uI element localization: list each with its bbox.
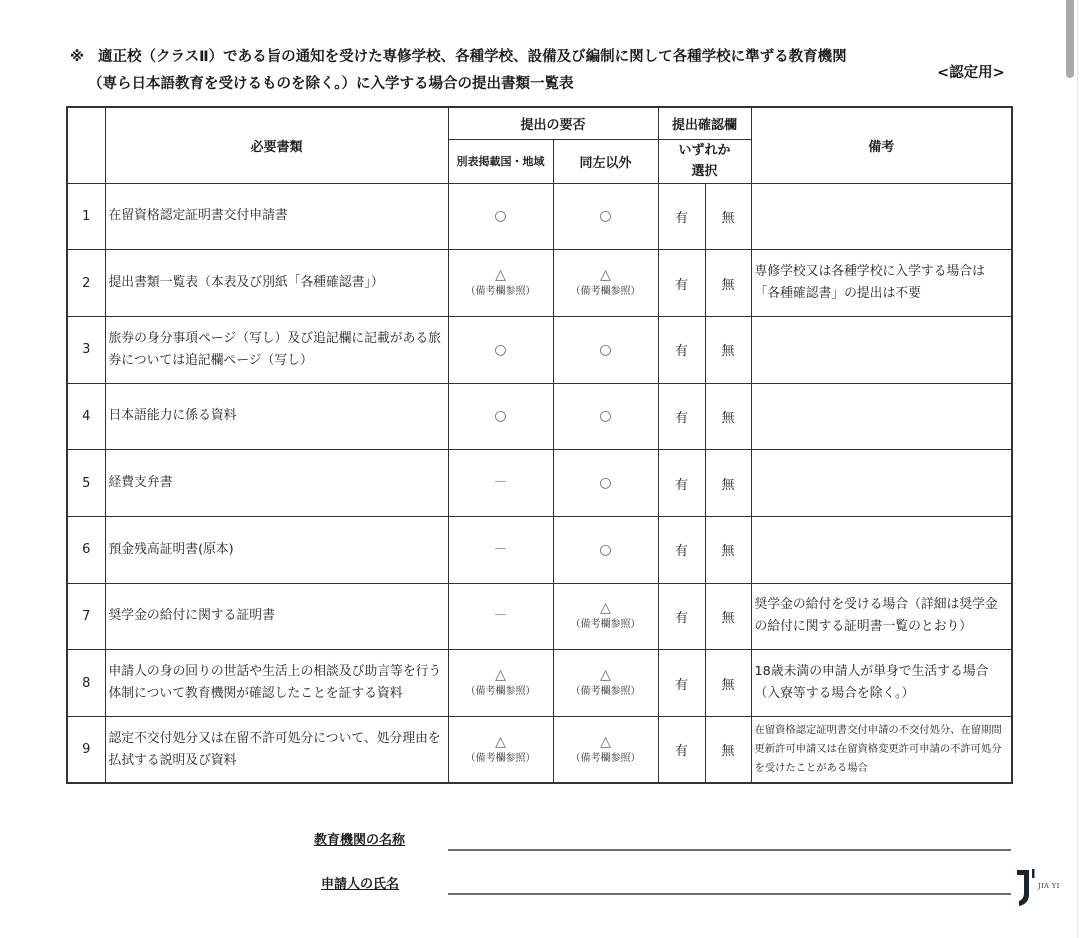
requirement-listed	[448, 316, 553, 383]
confirm-yes-option[interactable]: 有	[658, 183, 705, 250]
requirement-symbol: ○	[599, 475, 612, 492]
reference-mark: ※	[70, 49, 85, 65]
requirement-symbol: ○	[599, 408, 612, 425]
institution-name-label: 教育機関の名称	[314, 833, 406, 848]
remarks-cell: 専修学校又は各種学校に入学する場合は「各種確認書」の提出は不要	[751, 250, 1012, 317]
requirement-symbol: ○	[494, 408, 507, 425]
requirement-note: （備考欄参照）	[570, 286, 641, 298]
remarks-cell: 18歳未満の申請人が単身で生活する場合（入寮等する場合を除く。）	[751, 650, 1012, 717]
requirement-note: （備考欄参照）	[465, 686, 536, 698]
confirm-no-option[interactable]: 無	[705, 316, 751, 383]
confirm-no-option[interactable]: 無	[705, 250, 751, 317]
requirement-symbol: △	[495, 267, 506, 284]
confirm-yes-option[interactable]: 有	[658, 250, 705, 317]
header-number	[67, 107, 105, 183]
confirm-yes-option[interactable]: 有	[658, 383, 705, 450]
requirement-listed	[448, 250, 553, 317]
confirm-no-option[interactable]: 無	[705, 450, 751, 517]
table-body	[67, 183, 1012, 783]
requirement-listed	[448, 450, 553, 517]
document-name: 在留資格認定証明書交付申請書	[105, 183, 448, 250]
remarks-cell	[751, 516, 1012, 583]
confirm-no-option[interactable]: 無	[705, 516, 751, 583]
row-number: 4	[67, 383, 105, 450]
requirement-note: （備考欄参照）	[465, 752, 536, 764]
requirement-symbol: △	[600, 733, 611, 750]
confirm-sub-line1: いずれか	[678, 143, 731, 158]
table-row	[67, 450, 1012, 517]
row-number: 3	[67, 316, 105, 383]
institution-name-field[interactable]	[448, 849, 1011, 851]
requirement-symbol: ○	[494, 341, 507, 358]
confirm-yes-option[interactable]: 有	[658, 717, 705, 784]
row-number: 7	[67, 583, 105, 650]
requirement-other	[553, 583, 658, 650]
document-name: 提出書類一覧表（本表及び別紙「各種確認書」）	[105, 250, 448, 317]
header-confirm-sub	[658, 139, 751, 183]
confirm-yes-option[interactable]: 有	[658, 516, 705, 583]
confirm-no-option[interactable]: 無	[705, 383, 751, 450]
requirement-other	[553, 450, 658, 517]
requirement-symbol: ○	[599, 541, 612, 558]
requirement-note: （備考欄参照）	[570, 619, 641, 631]
confirm-sub-line2: 選択	[691, 164, 718, 179]
requirement-other	[553, 516, 658, 583]
requirement-note: （備考欄参照）	[465, 286, 536, 298]
document-name: 旅券の身分事項ページ（写し）及び追記欄に記載がある旅券については追記欄ページ（写し）	[105, 316, 448, 383]
title-text-1: 適正校（クラスⅡ）である旨の通知を受けた専修学校、各種学校、設備及び編制に関して各種学校に準ずる教育機関	[98, 49, 847, 65]
requirement-listed	[448, 383, 553, 450]
page-title-line2: （専ら日本語教育を受けるものを除く。）に入学する場合の提出書類一覧表	[88, 76, 574, 92]
header-requirement: 提出の要否	[448, 107, 658, 139]
table-row	[67, 516, 1012, 583]
header-remarks: 備考	[751, 107, 1012, 183]
requirement-symbol: －	[493, 475, 508, 492]
document-name: 申請人の身の回りの世話や生活上の相談及び助言等を行う体制について教育機関が確認したことを証する資料	[105, 650, 448, 717]
requirement-symbol: －	[493, 541, 508, 558]
applicant-name-label: 申請人の氏名	[321, 877, 400, 892]
requirement-other	[553, 250, 658, 317]
row-number: 9	[67, 717, 105, 784]
remarks-cell: 在留資格認定証明書交付申請の不交付処分、在留期間更新許可申請又は在留資格変更許可申請の不許可処分を受けたことがある場合	[751, 717, 1012, 784]
table-row	[67, 717, 1012, 784]
table-row	[67, 583, 1012, 650]
vertical-scrollbar[interactable]	[1066, 0, 1074, 78]
header-req-other: 同左以外	[553, 139, 658, 183]
row-number: 2	[67, 250, 105, 317]
header-req-listed: 別表掲載国・地域	[448, 139, 553, 183]
requirement-symbol: △	[600, 600, 611, 617]
requirement-symbol: ○	[494, 208, 507, 225]
table-row	[67, 650, 1012, 717]
document-name: 認定不交付処分又は在留不許可処分について、処分理由を払拭する説明及び資料	[105, 717, 448, 784]
document-name: 奨学金の給付に関する証明書	[105, 583, 448, 650]
remarks-cell	[751, 183, 1012, 250]
row-number: 5	[67, 450, 105, 517]
requirement-symbol: △	[600, 667, 611, 684]
requirement-listed	[448, 583, 553, 650]
remarks-cell	[751, 383, 1012, 450]
page-title-line1	[70, 45, 847, 66]
requirement-symbol: △	[600, 267, 611, 284]
applicant-name-field[interactable]	[448, 893, 1011, 895]
document-name: 預金残高証明書(原本)	[105, 516, 448, 583]
document-name: 日本語能力に係る資料	[105, 383, 448, 450]
table-row	[67, 316, 1012, 383]
logo-text: JIA YI	[1038, 882, 1060, 890]
document-name: 経費支弁書	[105, 450, 448, 517]
header-documents: 必要書類	[105, 107, 448, 183]
requirement-symbol: ○	[599, 341, 612, 358]
remarks-cell	[751, 316, 1012, 383]
confirm-yes-option[interactable]: 有	[658, 650, 705, 717]
requirement-symbol: △	[495, 667, 506, 684]
requirement-listed	[448, 650, 553, 717]
requirement-listed	[448, 516, 553, 583]
requirement-note: （備考欄参照）	[570, 752, 641, 764]
table-row	[67, 383, 1012, 450]
table-row	[67, 183, 1012, 250]
requirement-other	[553, 383, 658, 450]
confirm-no-option[interactable]: 無	[705, 717, 751, 784]
requirement-other	[553, 650, 658, 717]
confirm-no-option[interactable]: 無	[705, 183, 751, 250]
certification-tag: <認定用>	[937, 65, 1005, 81]
confirm-no-option[interactable]: 無	[705, 583, 751, 650]
confirm-yes-option[interactable]: 有	[658, 450, 705, 517]
requirement-symbol: ○	[599, 208, 612, 225]
requirement-other	[553, 183, 658, 250]
scroll-track	[1077, 0, 1078, 938]
table-row	[67, 250, 1012, 317]
row-number: 8	[67, 650, 105, 717]
confirm-no-option[interactable]: 無	[705, 650, 751, 717]
requirement-other	[553, 717, 658, 784]
requirement-note: （備考欄参照）	[570, 686, 641, 698]
requirement-other	[553, 316, 658, 383]
requirement-symbol: －	[493, 608, 508, 625]
remarks-cell	[751, 450, 1012, 517]
confirm-yes-option[interactable]: 有	[658, 316, 705, 383]
documents-table	[66, 106, 1013, 784]
requirement-symbol: △	[495, 733, 506, 750]
confirm-yes-option[interactable]: 有	[658, 583, 705, 650]
requirement-listed	[448, 183, 553, 250]
header-confirm: 提出確認欄	[658, 107, 751, 139]
remarks-cell: 奨学金の給付を受ける場合（詳細は奨学金の給付に関する証明書一覧のとおり）	[751, 583, 1012, 650]
row-number: 6	[67, 516, 105, 583]
requirement-listed	[448, 717, 553, 784]
row-number: 1	[67, 183, 105, 250]
